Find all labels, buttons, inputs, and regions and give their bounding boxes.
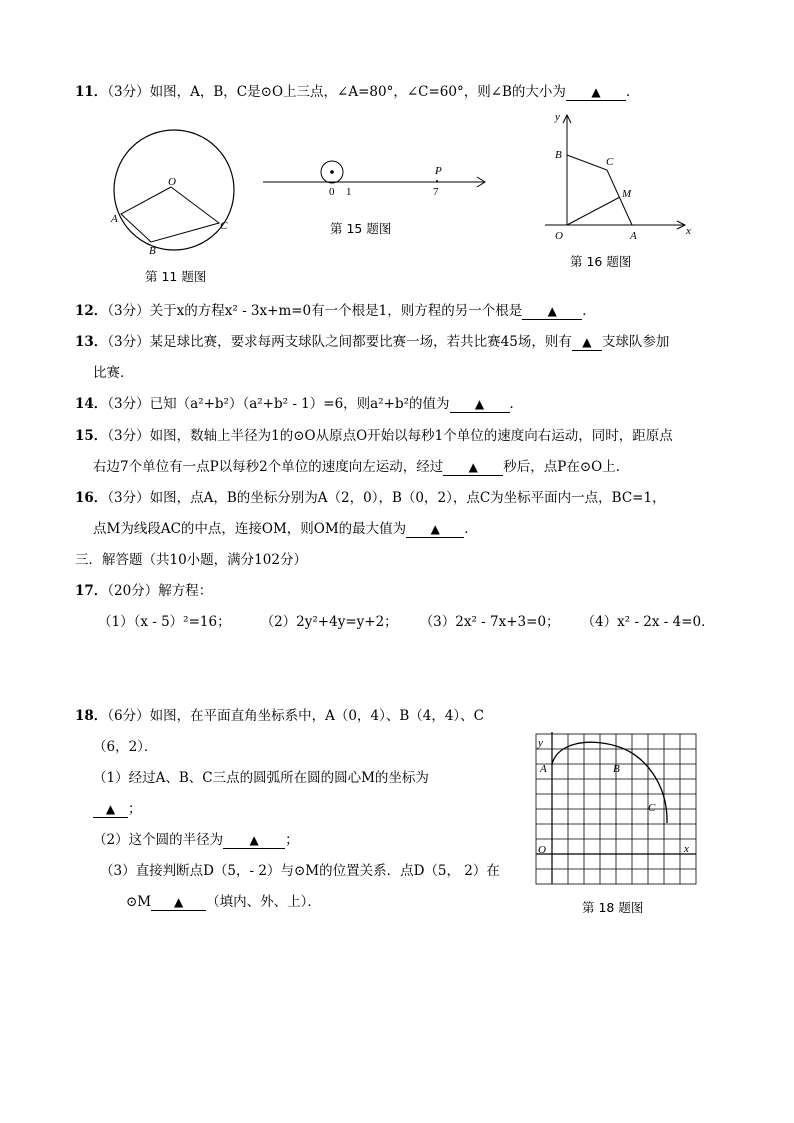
question-16: 16．（3分）如图，点A，B的坐标分别为A（2，0），B（0，2），点C为坐标平面内一点，BC=1，	[75, 490, 666, 506]
figure-18-grid	[530, 730, 700, 890]
label-O: O	[555, 230, 563, 242]
figure-11-circle	[105, 125, 245, 265]
label-B: B	[613, 763, 620, 775]
answer-blank[interactable]: ▲	[572, 334, 602, 351]
question-15: 15．（3分）如图，数轴上半径为1的⊙O从原点O开始以每秒1个单位的速度向右运动，同时，距原点	[75, 428, 673, 444]
answer-blank[interactable]: ▲	[151, 894, 206, 911]
caption-fig15: 第 15 题图	[330, 221, 392, 236]
answer-blank[interactable]: ▲	[450, 396, 510, 413]
label-O: O	[538, 844, 546, 856]
question-18-part2: （2）这个圆的半径为 ▲ ；	[93, 832, 299, 848]
answer-blank[interactable]: ▲	[522, 303, 582, 320]
question-15-line2: 右边7个单位有一点P以每秒2个单位的速度向左运动，经过 ▲ 秒后，点P在⊙O上．	[93, 459, 630, 475]
figure-16-coordinates	[545, 110, 695, 245]
axis-x: x	[684, 843, 689, 855]
answer-blank[interactable]: ▲	[406, 521, 464, 538]
caption-fig11: 第 11 题图	[145, 269, 207, 284]
question-18-part1: （1）经过A、B、C三点的圆弧所在圆的圆心M的坐标为	[93, 770, 429, 786]
question-13-line2: 比赛．	[93, 365, 134, 381]
label-A: A	[540, 763, 547, 775]
question-17-parts	[98, 612, 715, 632]
caption-fig16: 第 16 题图	[570, 254, 632, 269]
answer-blank[interactable]: ▲	[566, 84, 626, 101]
tick-7: 7	[433, 186, 439, 198]
question-18-part1-answer: ▲ ；	[93, 799, 142, 819]
axis-y: y	[538, 737, 543, 749]
question-13: 13．（3分）某足球比赛，要求每两支球队之间都要比赛一场，若共比赛45场，则有 ▲ 支球队参加	[75, 334, 670, 350]
question-18: 18．（6分）如图，在平面直角坐标系中，A（0，4）、B（4，4）、C	[75, 708, 484, 724]
figure-15-number-line	[260, 160, 490, 205]
question-14: 14．（3分）已知（a²+b²）（a²+b² - 1）=6，则a²+b²的值为 ▲ ．	[75, 396, 524, 412]
label-B: B	[149, 245, 156, 257]
label-C: C	[606, 156, 614, 168]
question-11: 11．（3分）如图，A，B，C是⊙O上三点，∠A=80°，∠C=60°，则∠B的大小为 ▲ ．	[75, 84, 640, 100]
label-C: C	[648, 802, 656, 814]
answer-blank[interactable]: ▲	[443, 459, 503, 476]
section-3-heading: 三．解答题（共10小题，满分102分）	[75, 552, 307, 568]
part-1: （1）（x - 5）²=16；	[98, 614, 231, 630]
axis-y: y	[555, 111, 560, 123]
part-2: （2）2y²+4y=y+2；	[260, 614, 398, 630]
label-A: A	[111, 213, 118, 225]
label-M: M	[622, 188, 632, 200]
question-18-line2: （6，2）．	[93, 739, 158, 755]
axis-x: x	[686, 225, 691, 237]
label-P: P	[435, 165, 442, 177]
tick-0: 0	[329, 186, 335, 198]
question-17: 17．（20分）解方程：	[75, 583, 213, 599]
question-18-part3: （3）直接判断点D（5，- 2）与⊙M的位置关系．点D（5， 2）在	[100, 863, 500, 879]
part-4: （4）x² - 2x - 4=0．	[581, 614, 715, 630]
answer-blank[interactable]: ▲	[93, 801, 128, 818]
tick-1: 1	[346, 186, 352, 198]
question-12: 12．（3分）关于x的方程x² - 3x+m=0有一个根是1，则方程的另一个根是 ▲ ．	[75, 303, 596, 319]
label-C: C	[220, 220, 228, 232]
label-A: A	[630, 230, 637, 242]
label-O: O	[168, 176, 176, 188]
label-B: B	[555, 149, 562, 161]
question-18-part3-answer: ⊙M ▲ （填内、外、上）．	[126, 894, 321, 910]
caption-fig18: 第 18 题图	[582, 900, 644, 915]
answer-blank[interactable]: ▲	[223, 832, 285, 849]
part-3: （3）2x² - 7x+3=0；	[419, 614, 560, 630]
question-16-line2: 点M为线段AC的中点，连接OM，则OM的最大值为 ▲ ．	[93, 521, 478, 537]
